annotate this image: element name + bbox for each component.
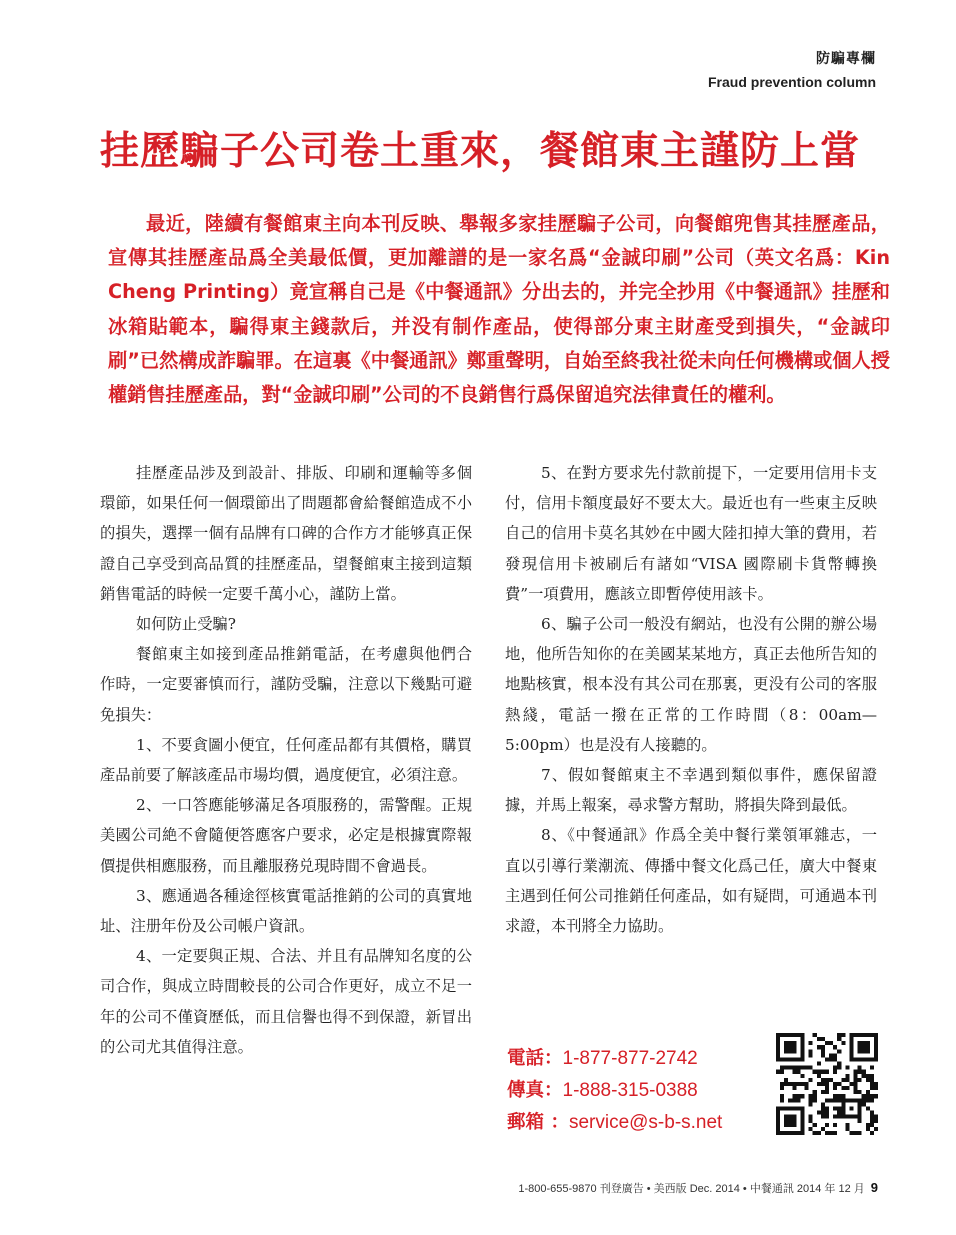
paragraph: 2、一口答應能够滿足各項服務的，需警醒。正規美國公司絶不會隨便答應客户要求，必定是根據實際報價提供相應服務，而且離服務兑現時間不會過長。 bbox=[100, 796, 472, 875]
email-row bbox=[507, 1107, 722, 1139]
paragraph: 挂歷產品涉及到設計、排版、印刷和運輸等多個環節，如果任何一個環節出了問題都會給餐館造成不小的損失，選擇一個有品牌有口碑的合作方才能够真正保證自己享受到高品質的挂歷產品，望餐館東主接到這類銷售電話的時候一定要千萬小心，謹防上當。 bbox=[100, 464, 472, 603]
right-column bbox=[505, 458, 877, 941]
paragraph: 5、在對方要求先付款前提下，一定要用信用卡支付，信用卡額度最好不要太大。最近也有一些東主反映自己的信用卡莫名其妙在中國大陸扣掉大筆的費用，若發現信用卡被刷后有諸如“VISA 國際刷卡貨幣轉換費”一項費用，應該立即暫停使用該卡。 bbox=[505, 464, 877, 603]
paragraph: 1、不要貪圖小便宜，任何產品都有其價格，購買產品前要了解該產品市場均價，過度便宜，必須注意。 bbox=[100, 735, 472, 785]
phone-label: 電話： bbox=[507, 1048, 563, 1069]
paragraph: 8、《中餐通訊》作爲全美中餐行業領軍雜志，一直以引導行業潮流、傳播中餐文化爲己任，廣大中餐東主遇到任何公司推銷任何產品，如有疑問，可通過本刊求證，本刊將全力協助。 bbox=[505, 826, 877, 936]
column-tag bbox=[708, 48, 876, 90]
email-address: service@s-b-s.net bbox=[568, 1112, 723, 1133]
column-name-en: Fraud prevention column bbox=[707, 74, 876, 90]
paragraph: 3、應通過各種途徑核實電話推銷的公司的真實地址、注册年份及公司帳户資訊。 bbox=[100, 886, 472, 936]
column-name-zh: 防騙專欄 bbox=[816, 51, 876, 67]
article-intro: 最近，陸續有餐館東主向本刊反映、舉報多家挂歷騙子公司，向餐館兜售其挂歷產品，宣傳其挂歷產品爲全美最低價，更加離譜的是一家名爲“金誠印刷”公司（英文名爲：Kin Cheng Printing）竟宣稱自己是《中餐通訊》分出去的，并完全抄用《中餐通訊》挂歷和冰箱貼範本，騙得東主錢款后，并没有制作產品，使得部分東主財產受到損失，“金誠印刷”已然構成詐騙罪。在這裏《中餐通訊》鄭重聲明，自始至終我社從未向任何機構或個人授權銷售挂歷產品，對“金誠印刷”公司的不良銷售行爲保留追究法律責任的權利。 bbox=[108, 212, 890, 407]
fax-row bbox=[507, 1075, 722, 1107]
phone-row bbox=[507, 1043, 722, 1075]
paragraph: 如何防止受騙? bbox=[136, 615, 236, 634]
fax-label: 傳真： bbox=[507, 1080, 563, 1101]
paragraph: 餐館東主如接到產品推銷電話，在考慮與他們合作時，一定要審慎而行，謹防受騙，注意以下幾點可避免損失： bbox=[100, 645, 472, 724]
left-column bbox=[100, 458, 472, 1062]
email-label: 郵箱 ： bbox=[507, 1112, 569, 1133]
page-footer bbox=[518, 1180, 878, 1196]
paragraph: 7、假如餐館東主不幸遇到類似事件，應保留證據，并馬上報案，尋求警方幫助，將損失降到最低。 bbox=[505, 766, 877, 815]
article-title: 挂歷騙子公司卷土重來，餐館東主謹防上當 bbox=[100, 128, 861, 174]
phone-number: 1-877-877-2742 bbox=[562, 1048, 698, 1069]
paragraph: 4、一定要與正規、合法、并且有品牌知名度的公司合作，與成立時間較長的公司合作更好，成立不足一年的公司不僅資歷低，而且信譽也得不到保證，新冒出的公司尤其值得注意。 bbox=[100, 947, 472, 1056]
fax-number: 1-888-315-0388 bbox=[562, 1080, 698, 1101]
page-number: 9 bbox=[870, 1180, 878, 1195]
qr-code-icon bbox=[776, 1033, 878, 1135]
footer-info: 1-800-655-9870 刊登廣告 • 美西版 Dec. 2014 • 中餐通訊 2014 年 12 月 bbox=[518, 1183, 865, 1195]
paragraph: 6、騙子公司一般没有網站，也没有公開的辦公場地，他所告知你的在美國某某地方，真正去他所告知的地點核實，根本没有其公司在那裏，更没有公司的客服熱綫，電話一撥在正常的工作時間（8：00am—5:00pm）也是没有人接聽的。 bbox=[505, 615, 877, 754]
contact-block bbox=[507, 1043, 722, 1139]
